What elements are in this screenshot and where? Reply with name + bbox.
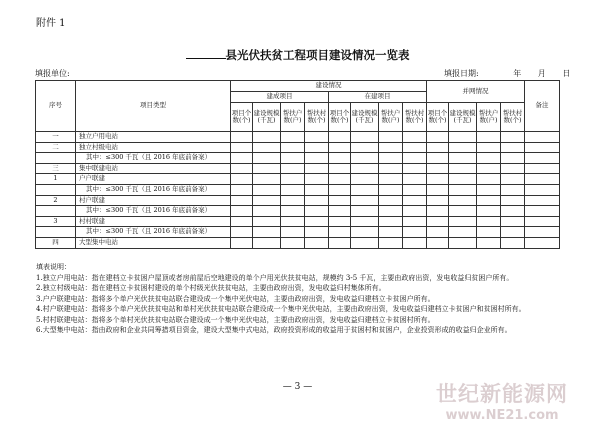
table-cell[interactable] (501, 142, 525, 153)
table-row (36, 237, 560, 248)
table-cell[interactable] (305, 174, 329, 185)
table-cell[interactable] (449, 174, 477, 185)
header-completed-col: 帮扶户数(户) (281, 103, 305, 132)
row-seq: 1 (36, 174, 76, 185)
table-cell[interactable] (477, 206, 501, 217)
table-cell[interactable] (379, 174, 403, 185)
row-seq: 二 (36, 142, 76, 153)
header-completed-col: 建设规模(千瓦) (253, 103, 281, 132)
document-title-text: 县光伏扶贫工程项目建设情况一览表 (225, 48, 410, 62)
table-cell[interactable] (231, 227, 253, 238)
table-cell[interactable] (379, 206, 403, 217)
table-cell[interactable] (231, 142, 253, 153)
table-cell[interactable] (329, 132, 351, 143)
table-cell[interactable] (403, 142, 427, 153)
table-cell[interactable] (253, 206, 281, 217)
fill-date (444, 68, 570, 79)
notes-title: 填表说明： (36, 263, 71, 271)
table-cell[interactable] (305, 163, 329, 174)
header-remark: 备注 (525, 81, 560, 132)
table-cell[interactable] (525, 227, 560, 238)
table-cell[interactable] (501, 195, 525, 206)
table-cell[interactable] (449, 132, 477, 143)
table-cell[interactable] (351, 132, 379, 143)
table-cell[interactable] (329, 142, 351, 153)
county-name-blank[interactable] (186, 48, 226, 59)
table-cell[interactable] (351, 142, 379, 153)
table-cell[interactable] (427, 174, 449, 185)
table-cell[interactable] (231, 132, 253, 143)
table-cell[interactable] (351, 216, 379, 227)
table-cell[interactable] (231, 237, 253, 248)
table-cell[interactable] (305, 237, 329, 248)
table-cell[interactable] (427, 132, 449, 143)
table-cell[interactable] (379, 153, 403, 164)
header-building-col: 建设规模(千瓦) (351, 103, 379, 132)
table-cell[interactable] (379, 195, 403, 206)
watermark-text: 世纪新能源网 (436, 382, 568, 406)
table-cell[interactable] (281, 174, 305, 185)
table-cell[interactable] (305, 184, 329, 195)
table-cell[interactable] (329, 195, 351, 206)
table-row (36, 153, 560, 164)
table-cell[interactable] (403, 195, 427, 206)
table-cell[interactable] (231, 163, 253, 174)
table-cell[interactable] (427, 227, 449, 238)
table-row (36, 174, 560, 185)
table-cell[interactable] (427, 184, 449, 195)
table-cell[interactable] (501, 237, 525, 248)
row-seq (36, 153, 76, 164)
table-row (36, 195, 560, 206)
table-cell[interactable] (253, 153, 281, 164)
table-cell[interactable] (231, 184, 253, 195)
table-cell[interactable] (351, 184, 379, 195)
table-cell[interactable] (477, 227, 501, 238)
table-cell[interactable] (351, 163, 379, 174)
table-cell[interactable] (449, 142, 477, 153)
table-cell[interactable] (501, 206, 525, 217)
table-cell[interactable] (427, 153, 449, 164)
row-seq: 一 (36, 132, 76, 143)
note-item: 1.独立户用电站：指在建档立卡贫困户屋顶或者房前屋后空地建设的单个户用光伏扶贫电站，规模约 3-5 千瓦，主要由政府出资，发电收益归贫困户所有。 (36, 273, 514, 282)
table-cell[interactable] (501, 216, 525, 227)
table-cell[interactable] (427, 195, 449, 206)
header-completed-col: 项目个数(个) (231, 103, 253, 132)
row-label: 其中：≤300 千瓦（且 2016 年底前备案） (76, 153, 231, 164)
note-item: 4.村户联建电站：指将多个单户光伏扶贫电站和单村光伏扶贫电站联合建设成一个集中光伏电站，主要由政府出资，发电收益归建档立卡贫困户和贫困村所有。 (36, 305, 526, 313)
table-row (36, 216, 560, 227)
table-row (36, 132, 560, 143)
fill-date-year: 年 (513, 69, 522, 78)
table-cell[interactable] (501, 227, 525, 238)
table-cell[interactable] (477, 174, 501, 185)
table-cell[interactable] (281, 163, 305, 174)
table-cell[interactable] (427, 216, 449, 227)
header-building: 在建项目 (329, 92, 427, 103)
table-cell[interactable] (501, 163, 525, 174)
row-seq: 2 (36, 195, 76, 206)
table-cell[interactable] (449, 195, 477, 206)
table-cell[interactable] (351, 153, 379, 164)
notes-section (36, 262, 561, 336)
table-cell[interactable] (253, 163, 281, 174)
annex-label: 附件 1 (36, 18, 66, 29)
table-cell[interactable] (351, 206, 379, 217)
note-item: 2.独立村级电站：指在建档立卡贫困村建设的单个村级光伏扶贫电站，主要由政府出资，发电收益归村集体所有。 (36, 284, 386, 292)
watermark-url: www.NE21.com (445, 408, 559, 423)
header-grid: 并网情况 (427, 81, 525, 103)
table-cell[interactable] (449, 184, 477, 195)
row-label: 大型集中电站 (76, 237, 231, 248)
row-label: 其中：≤300 千瓦（且 2016 年底前备案） (76, 206, 231, 217)
header-seq: 序号 (36, 81, 76, 132)
table-cell[interactable] (379, 227, 403, 238)
table-cell[interactable] (253, 132, 281, 143)
table-cell[interactable] (305, 142, 329, 153)
row-seq (36, 206, 76, 217)
table-cell[interactable] (379, 216, 403, 227)
header-building-col: 项目个数(个) (329, 103, 351, 132)
table-cell[interactable] (231, 174, 253, 185)
table-cell[interactable] (329, 174, 351, 185)
header-building-col: 帮扶村数(个) (403, 103, 427, 132)
table-cell[interactable] (403, 237, 427, 248)
table-cell[interactable] (281, 206, 305, 217)
table-cell[interactable] (477, 163, 501, 174)
table-cell[interactable] (281, 132, 305, 143)
table-cell[interactable] (501, 184, 525, 195)
table-cell[interactable] (525, 163, 560, 174)
table-cell[interactable] (403, 227, 427, 238)
table-cell[interactable] (281, 237, 305, 248)
table-cell[interactable] (253, 195, 281, 206)
table-cell[interactable] (253, 237, 281, 248)
table-cell[interactable] (253, 216, 281, 227)
table-cell[interactable] (501, 132, 525, 143)
table-cell[interactable] (281, 184, 305, 195)
row-label: 其中：≤300 千瓦（且 2016 年底前备案） (76, 227, 231, 238)
row-seq (36, 184, 76, 195)
watermark (427, 378, 577, 423)
table-cell[interactable] (477, 142, 501, 153)
row-seq: 四 (36, 237, 76, 248)
table-cell[interactable] (281, 142, 305, 153)
table-cell[interactable] (525, 153, 560, 164)
table-cell[interactable] (305, 206, 329, 217)
table-row (36, 206, 560, 217)
table-row (36, 227, 560, 238)
table-cell[interactable] (351, 237, 379, 248)
row-seq: 三 (36, 163, 76, 174)
row-label: 户户联建 (76, 174, 231, 185)
table-row (36, 163, 560, 174)
table-row (36, 142, 560, 153)
table-cell[interactable] (231, 206, 253, 217)
table-cell[interactable] (253, 227, 281, 238)
table-cell[interactable] (449, 237, 477, 248)
row-label: 独立村级电站 (76, 142, 231, 153)
note-item: 3.户户联建电站：指将多个单户光伏扶贫电站联合建设成一个集中光伏电站，主要由政府出资，发电收益归建档立卡贫困户所有。 (36, 294, 435, 303)
table-cell[interactable] (501, 174, 525, 185)
row-label: 村户联建 (76, 195, 231, 206)
table-cell[interactable] (329, 153, 351, 164)
table-cell[interactable] (305, 132, 329, 143)
table-cell[interactable] (253, 142, 281, 153)
table-cell[interactable] (329, 216, 351, 227)
table-cell[interactable] (231, 216, 253, 227)
header-project-type: 项目类型 (76, 81, 231, 132)
table-cell[interactable] (477, 216, 501, 227)
table-cell[interactable] (477, 184, 501, 195)
note-item: 5.村村联建电站：指将多个单村光伏扶贫电站联合建设成一个集中光伏电站，主要由政府出资，发电收益归建档立卡贫困村所有。 (36, 315, 435, 324)
table-cell[interactable] (281, 195, 305, 206)
table-cell[interactable] (449, 163, 477, 174)
table-cell[interactable] (253, 184, 281, 195)
table-cell[interactable] (427, 206, 449, 217)
table-cell[interactable] (403, 174, 427, 185)
table-cell[interactable] (525, 184, 560, 195)
table-cell[interactable] (379, 237, 403, 248)
table-cell[interactable] (403, 163, 427, 174)
row-seq: 3 (36, 216, 76, 227)
table-cell[interactable] (379, 163, 403, 174)
project-table (35, 80, 560, 249)
table-cell[interactable] (379, 132, 403, 143)
table-cell[interactable] (501, 153, 525, 164)
table-cell[interactable] (281, 216, 305, 227)
table-cell[interactable] (305, 195, 329, 206)
table-cell[interactable] (449, 216, 477, 227)
table-cell[interactable] (379, 184, 403, 195)
table-cell[interactable] (305, 227, 329, 238)
table-cell[interactable] (231, 153, 253, 164)
table-cell[interactable] (427, 163, 449, 174)
header-completed-col: 帮扶村数(个) (305, 103, 329, 132)
table-cell[interactable] (403, 216, 427, 227)
header-completed: 建成项目 (231, 92, 329, 103)
table-cell[interactable] (351, 195, 379, 206)
row-label: 独立户用电站 (76, 132, 231, 143)
table-cell[interactable] (525, 237, 560, 248)
page-number: — 3 — (282, 382, 313, 392)
table-cell[interactable] (329, 237, 351, 248)
table-cell[interactable] (305, 153, 329, 164)
table-cell[interactable] (305, 216, 329, 227)
table-cell[interactable] (427, 237, 449, 248)
table-cell[interactable] (477, 132, 501, 143)
table-cell[interactable] (231, 195, 253, 206)
table-cell[interactable] (403, 153, 427, 164)
row-seq (36, 227, 76, 238)
header-grid-col: 建设规模(千瓦) (449, 103, 477, 132)
note-item: 6.大型集中电站：指由政府和企业共同筹措项目资金，建设大型集中式电站，政府投资形成的收益用于贫困村和贫困户，企业投资形成的收益归企业所有。 (36, 326, 512, 334)
table-cell[interactable] (525, 195, 560, 206)
table-cell[interactable] (403, 184, 427, 195)
table-cell[interactable] (477, 237, 501, 248)
table-cell[interactable] (403, 132, 427, 143)
table-cell[interactable] (379, 142, 403, 153)
table-cell[interactable] (351, 174, 379, 185)
document-title (0, 47, 595, 63)
table-cell[interactable] (281, 153, 305, 164)
table-cell[interactable] (449, 227, 477, 238)
header-grid-col: 帮扶户数(户) (477, 103, 501, 132)
table-cell[interactable] (525, 216, 560, 227)
table-cell[interactable] (525, 206, 560, 217)
table-cell[interactable] (329, 184, 351, 195)
table-cell[interactable] (403, 206, 427, 217)
table-cell[interactable] (449, 206, 477, 217)
header-grid-col: 帮扶村数(个) (501, 103, 525, 132)
table-cell[interactable] (427, 142, 449, 153)
fill-date-label: 填报日期: (444, 69, 479, 78)
row-label: 村村联建 (76, 216, 231, 227)
table-cell[interactable] (281, 227, 305, 238)
table-cell[interactable] (525, 174, 560, 185)
table-cell[interactable] (477, 195, 501, 206)
row-label: 其中：≤300 千瓦（且 2016 年底前备案） (76, 184, 231, 195)
header-grid-col: 项目个数(个) (427, 103, 449, 132)
table-cell[interactable] (525, 132, 560, 143)
header-building-col: 帮扶户数(户) (379, 103, 403, 132)
table-cell[interactable] (449, 153, 477, 164)
table-cell[interactable] (253, 174, 281, 185)
table-cell[interactable] (351, 227, 379, 238)
table-cell[interactable] (525, 142, 560, 153)
header-construction: 建设情况 (231, 81, 427, 92)
fill-date-day: 日 (562, 69, 571, 78)
fill-unit-label: 填报单位: (35, 69, 70, 78)
table-cell[interactable] (329, 163, 351, 174)
table-cell[interactable] (329, 227, 351, 238)
row-label: 集中联建电站 (76, 163, 231, 174)
fill-date-month: 月 (537, 69, 546, 78)
table-cell[interactable] (329, 206, 351, 217)
table-cell[interactable] (477, 153, 501, 164)
table-row (36, 184, 560, 195)
